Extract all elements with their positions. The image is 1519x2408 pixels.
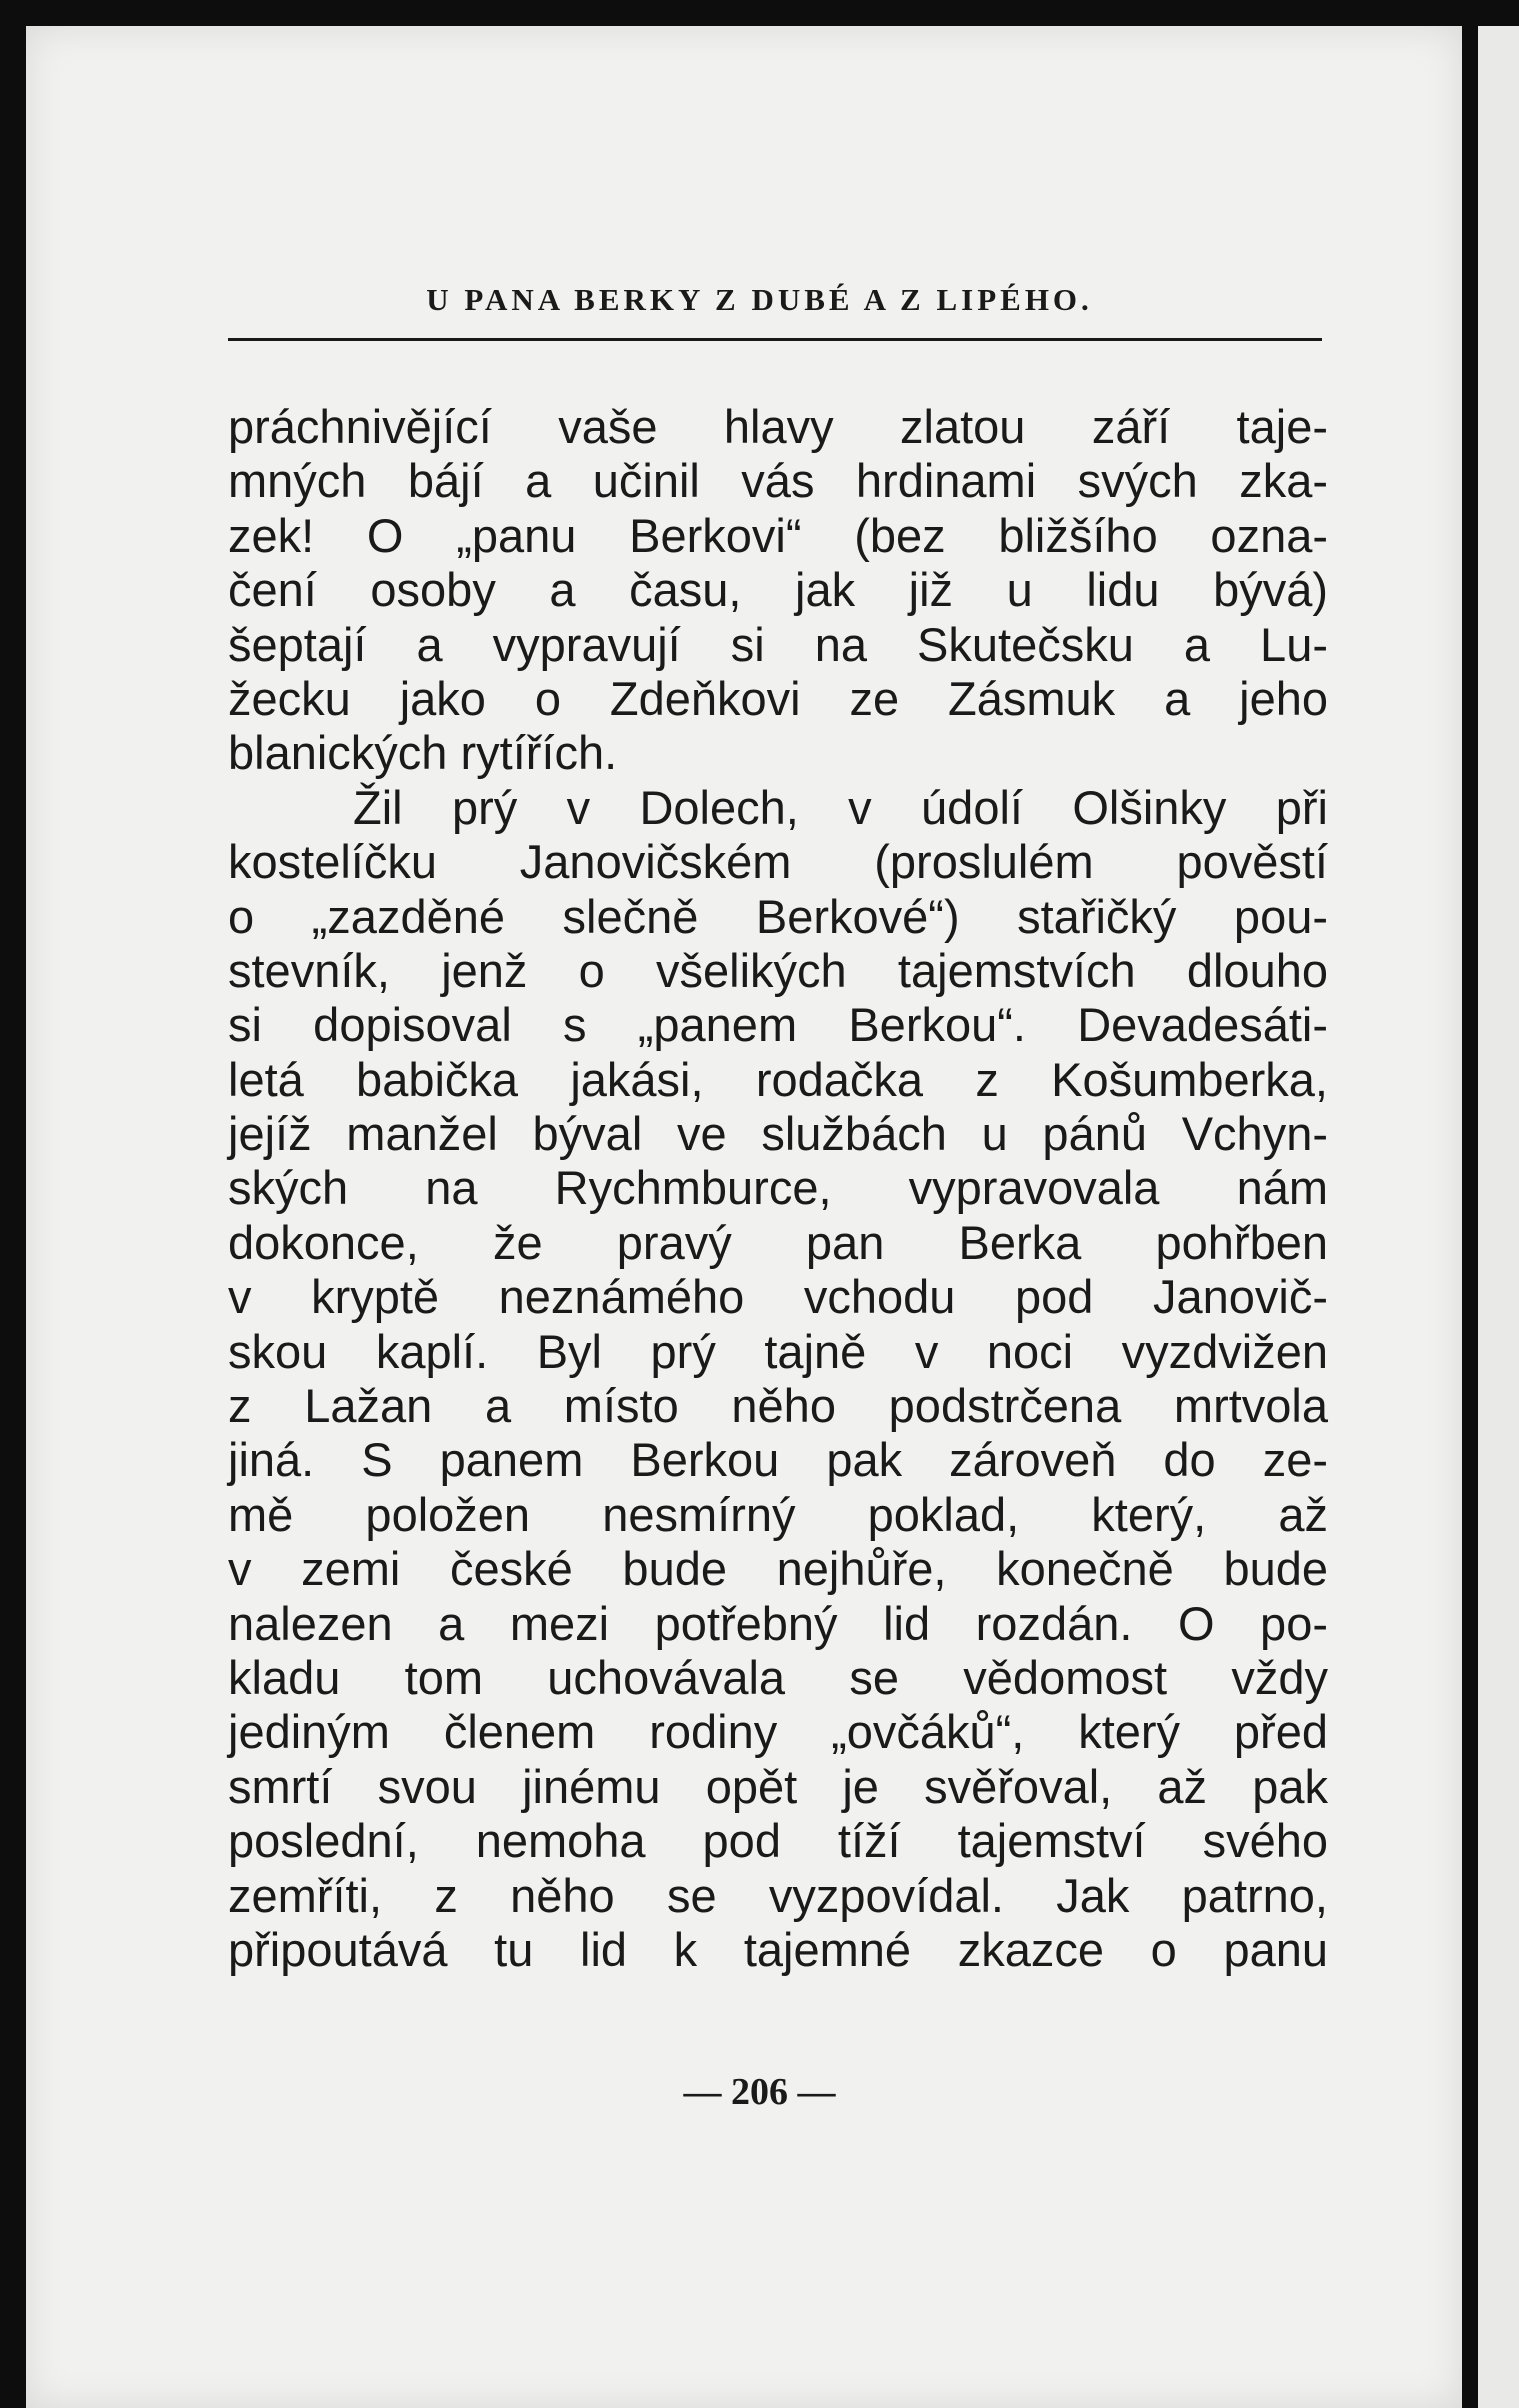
text-line: jiná. S panem Berkou pak zároveň do ze- xyxy=(228,1433,1328,1487)
text-line: zemříti, z něho se vyzpovídal. Jak patrno, xyxy=(228,1868,1328,1922)
text-line: smrtí svou jinému opět je svěřoval, až pak xyxy=(228,1759,1328,1813)
text-line: čení osoby a času, jak již u lidu bývá) xyxy=(228,563,1328,617)
adjacent-page-edge xyxy=(1478,26,1519,2408)
text-line: stevník, jenž o všelikých tajemstvích dlouho xyxy=(228,943,1328,997)
text-line: žecku jako o Zdeňkovi ze Zásmuk a jeho xyxy=(228,671,1328,725)
text-line: poslední, nemoha pod tíží tajemství svého xyxy=(228,1814,1328,1868)
running-head: U PANA BERKY Z DUBÉ A Z LIPÉHO. xyxy=(426,282,1093,317)
text-line: dokonce, že pravý pan Berka pohřben xyxy=(228,1215,1328,1269)
paragraph-first-line: Žil prý v Dolech, v údolí Olšinky při xyxy=(353,780,1328,834)
header-rule xyxy=(228,338,1322,341)
text-line: v kryptě neznámého vchodu pod Janovič- xyxy=(228,1270,1328,1324)
text-line: o „zazděné slečně Berkové“) stařičký pou- xyxy=(228,889,1328,943)
text-line: jejíž manžel býval ve službách u pánů Vchyn- xyxy=(228,1107,1328,1161)
text-line: nalezen a mezi potřebný lid rozdán. O po- xyxy=(228,1596,1328,1650)
text-line: jediným členem rodiny „ovčáků“, který před xyxy=(228,1705,1328,1759)
text-line: blanických rytířích. xyxy=(228,726,618,780)
text-line: z Lažan a místo něho podstrčena mrtvola xyxy=(228,1379,1328,1433)
text-line: mě položen nesmírný poklad, který, až xyxy=(228,1487,1328,1541)
text-line: si dopisoval s „panem Berkou“. Devadesáti- xyxy=(228,998,1328,1052)
text-line: kostelíčku Janovičském (proslulém pověstí xyxy=(228,835,1328,889)
text-line: připoutává tu lid k tajemné zkazce o panu xyxy=(228,1922,1328,1976)
text-line: ských na Rychmburce, vypravovala nám xyxy=(228,1161,1328,1215)
text-line: letá babička jakási, rodačka z Košumberka, xyxy=(228,1052,1328,1106)
text-line: práchnivějící vaše hlavy zlatou září taje- xyxy=(228,400,1328,453)
text-line: mných bájí a učinil vás hrdinami svých zka- xyxy=(228,454,1328,508)
text-line: zek! O „panu Berkovi“ (bez bližšího ozna- xyxy=(228,508,1328,562)
page-number: — 206 — xyxy=(683,2071,836,2113)
text-line: v zemi české bude nejhůře, konečně bude xyxy=(228,1542,1328,1596)
text-line: šeptají a vypravují si na Skutečsku a Lu- xyxy=(228,617,1328,671)
text-line: kladu tom uchovávala se vědomost vždy xyxy=(228,1650,1328,1704)
text-line: skou kaplí. Byl prý tajně v noci vyzdvižen xyxy=(228,1324,1328,1378)
body-text xyxy=(228,400,1328,1977)
